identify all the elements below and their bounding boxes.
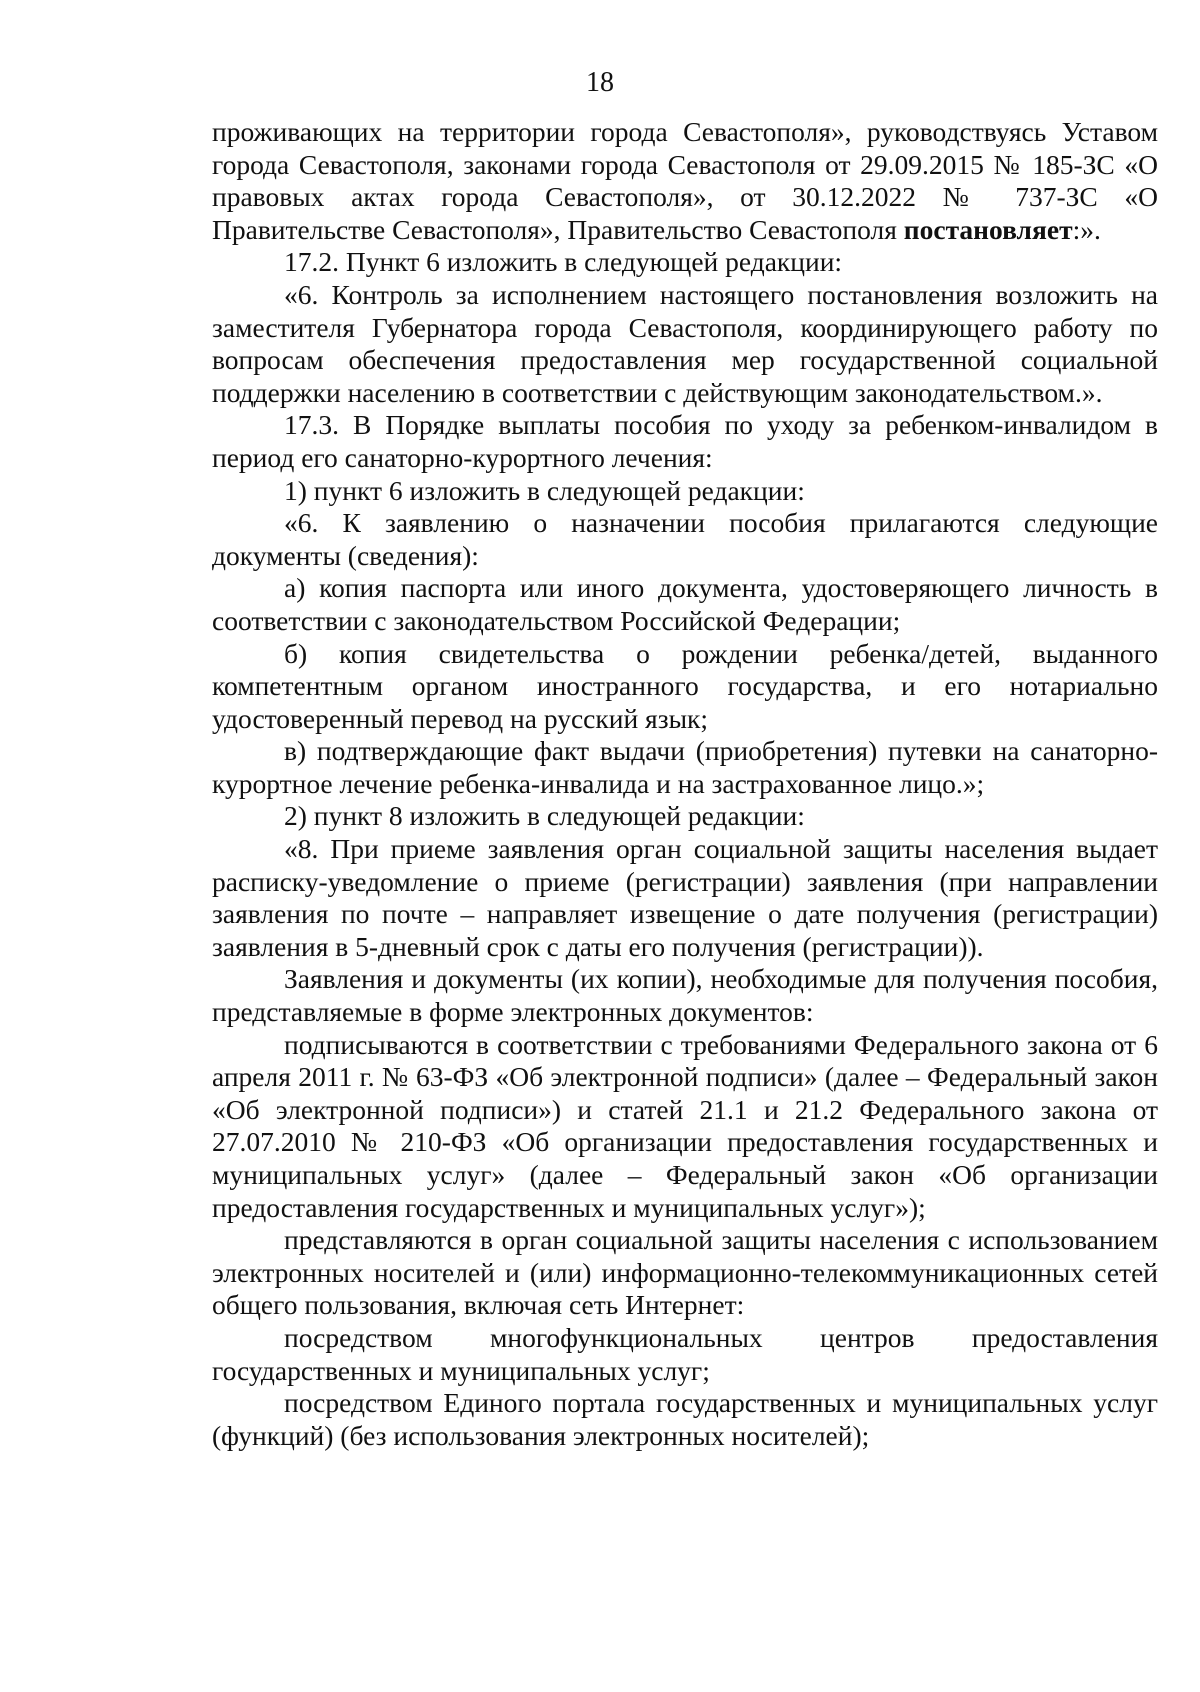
paragraph-1-text: проживающих на территории города Севастополя», руководствуясь Уставом города Севастополя, законами города Севастополя от 29.09.2015 № 185-ЗС «О правовых актах города Севастополя», от 30.12.2022 № 737-ЗС «О Правительстве Севастополя», Правительство Севастополя — [212, 116, 1158, 245]
paragraph-1-tail: :». — [1072, 213, 1101, 245]
page-number: 18 — [586, 67, 614, 98]
paragraph-1 — [212, 116, 1158, 246]
paragraph-4: 17.3. В Порядке выплаты пособия по уходу за ребенком-инвалидом в период его санаторно-курортного лечения: — [212, 409, 1158, 473]
paragraph-13: подписываются в соответствии с требованиями Федерального закона от 6 апреля 2011 г. № 63-ФЗ «Об электронной подписи» (далее – Федеральный закон «Об электронной подписи») и статей 21.1 и 21.2 Федерального закона от 27.07.2010 № 210-ФЗ «Об организации предоставления государственных и муниципальных услуг» (далее – Федеральный закон «Об организации предоставления государственных и муниципальных услуг»); — [212, 1028, 1158, 1223]
paragraph-3: «6. Контроль за исполнением настоящего постановления возложить на заместителя Губернатора города Севастополя, координирующего работу по вопросам обеспечения предоставления мер государственной социальной поддержки населению в соответствии с действующим законодательством.». — [212, 278, 1158, 408]
paragraph-16: посредством Единого портала государственных и муниципальных услуг (функций) (без использования электронных носителей); — [212, 1387, 1158, 1451]
paragraph-2: 17.2. Пункт 6 изложить в следующей редакции: — [284, 246, 843, 278]
document-body — [212, 116, 1158, 1452]
paragraph-5: 1) пункт 6 изложить в следующей редакции: — [284, 474, 805, 506]
paragraph-8: б) копия свидетельства о рождении ребенка/детей, выданного компетентным органом иностранного государства, и его нотариально удостоверенный перевод на русский язык; — [212, 637, 1158, 734]
paragraph-9: в) подтверждающие факт выдачи (приобретения) путевки на санаторно-курортное лечение ребенка-инвалида и на застрахованное лицо.»; — [212, 735, 1158, 799]
paragraph-12: Заявления и документы (их копии), необходимые для получения пособия, представляемые в форме электронных документов: — [212, 963, 1158, 1028]
paragraph-14: представляются в орган социальной защиты населения с использованием электронных носителей и (или) информационно-телекоммуникационных сетей общего пользования, включая сеть Интернет: — [212, 1224, 1158, 1321]
paragraph-11: «8. При приеме заявления орган социальной защиты населения выдает расписку-уведомление о приеме (регистрации) заявления (при направлении заявления по почте – направляет извещение о дате получения (регистрации) заявления в 5-дневный срок с даты его получения (регистрации)). — [212, 833, 1158, 962]
paragraph-7: а) копия паспорта или иного документа, удостоверяющего личность в соответствии с законодательством Российской Федерации; — [212, 572, 1158, 636]
paragraph-6: «6. К заявлению о назначении пособия прилагаются следующие документы (сведения): — [212, 507, 1158, 571]
paragraph-1-bold: постановляет — [903, 213, 1073, 245]
paragraph-10: 2) пункт 8 изложить в следующей редакции: — [284, 800, 805, 832]
paragraph-15: посредством многофункциональных центров предоставления государственных и муниципальных услуг; — [212, 1321, 1158, 1386]
